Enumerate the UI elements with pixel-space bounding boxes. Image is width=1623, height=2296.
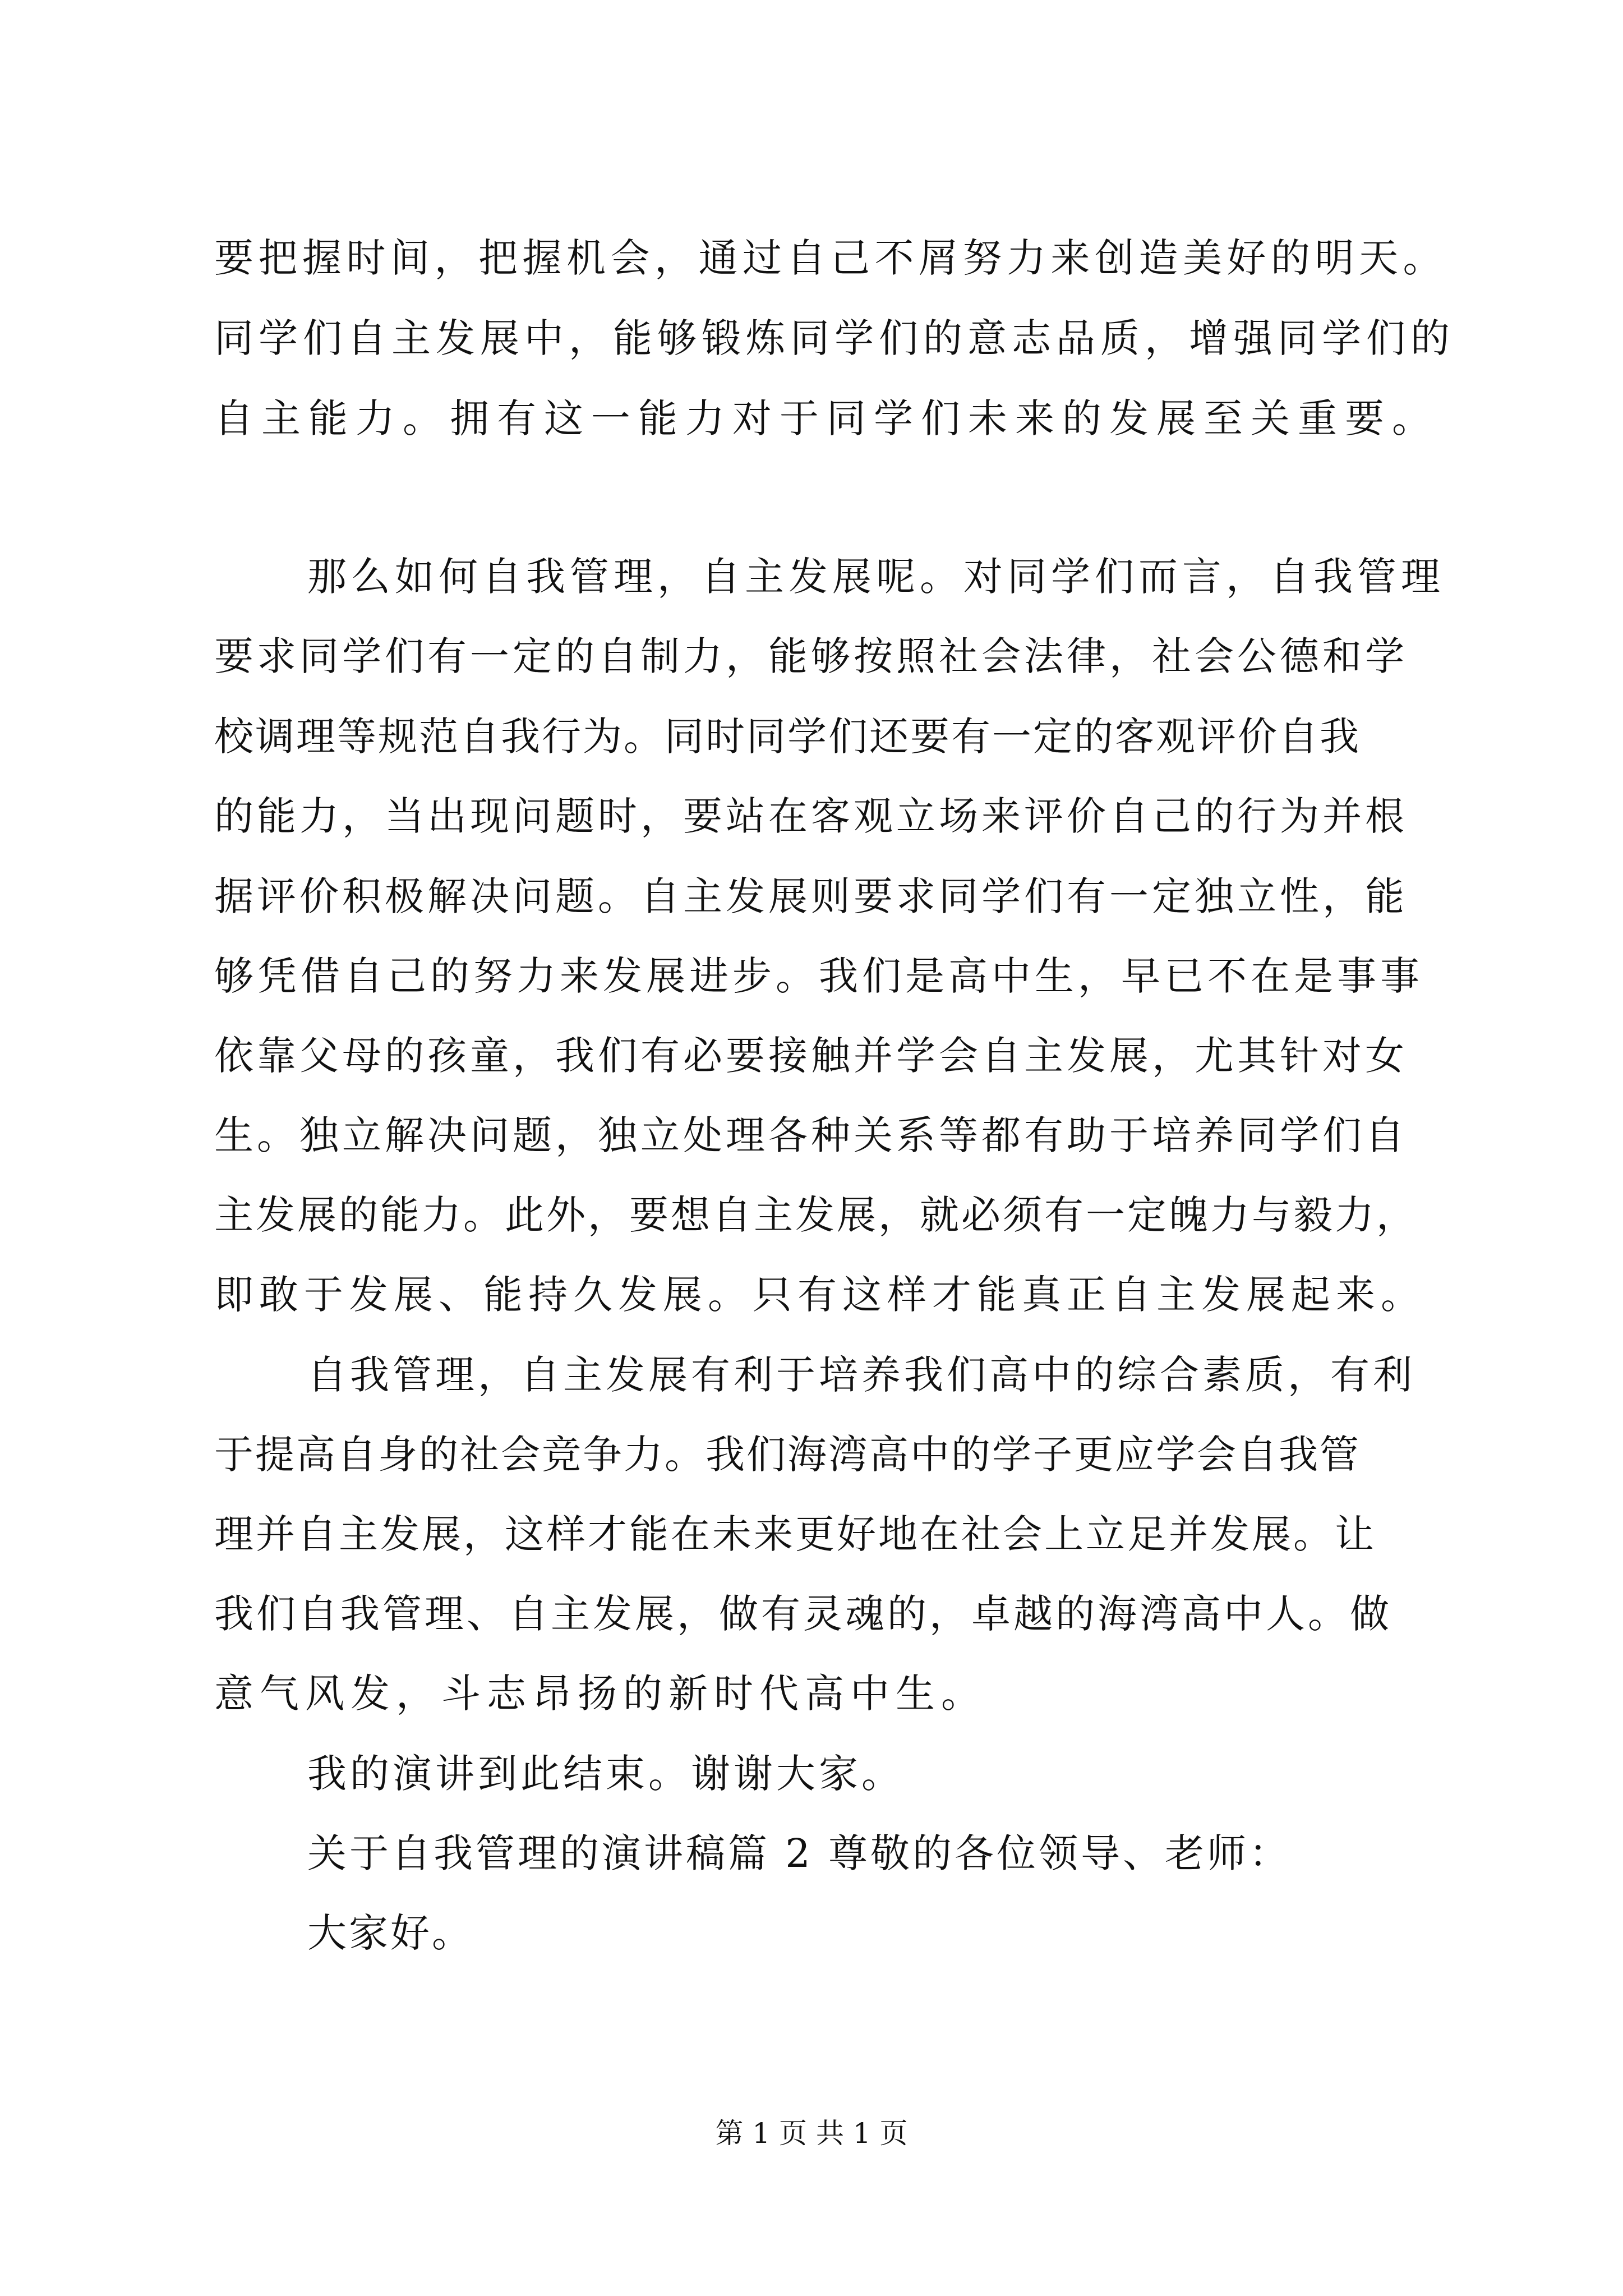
text-line: 同学们自主发展中，能够锻炼同学们的意志品质，增强同学们的 xyxy=(214,315,1455,361)
page-number-footer: 第 1 页 共 1 页 xyxy=(715,2117,908,2150)
closing-line: 我的演讲到此结束。谢谢大家。 xyxy=(307,1751,904,1797)
text-line: 即敢于发展、能持久发展。只有这样才能真正自主发展起来。 xyxy=(214,1272,1426,1318)
text-line: 主发展的能力。此外，要想自主发展，就必须有一定魄力与毅力， xyxy=(214,1192,1418,1238)
text-line: 生。独立解决问题，独立处理各种关系等都有助于培养同学们自 xyxy=(214,1112,1408,1158)
text-line: 要求同学们有一定的自制力，能够按照社会法律，社会公德和学 xyxy=(214,633,1408,679)
section-heading-line: 关于自我管理的演讲稿篇 2 尊敬的各位领导、老师： xyxy=(307,1830,1292,1876)
text-line: 据评价积极解决问题。自主发展则要求同学们有一定独立性，能 xyxy=(214,873,1408,919)
text-line: 于提高自身的社会竞争力。我们海湾高中的学子更应学会自我管 xyxy=(214,1432,1361,1478)
text-line: 要把握时间，把握机会，通过自己不屑努力来创造美好的明天。 xyxy=(214,235,1447,281)
text-line: 的能力，当出现问题时，要站在客观立场来评价自己的行为并根 xyxy=(214,793,1408,839)
text-line: 自主能力。拥有这一能力对于同学们未来的发展至关重要。 xyxy=(214,395,1439,441)
text-line: 我们自我管理、自主发展，做有灵魂的，卓越的海湾高中人。做 xyxy=(214,1591,1392,1637)
text-line: 意气风发，斗志昂扬的新时代高中生。 xyxy=(214,1671,986,1717)
text-line: 依靠父母的孩童，我们有必要接触并学会自主发展，尤其针对女 xyxy=(214,1033,1408,1079)
greeting-line: 大家好。 xyxy=(307,1910,473,1956)
text-line: 校调理等规范自我行为。同时同学们还要有一定的客观评价自我 xyxy=(214,714,1361,760)
text-line: 理并自主发展，这样才能在未来更好地在社会上立足并发展。让 xyxy=(214,1511,1376,1557)
paragraph-start-line: 自我管理，自主发展有利于培养我们高中的综合素质，有利 xyxy=(307,1352,1415,1398)
text-line: 够凭借自己的努力来发展进步。我们是高中生，早已不在是事事 xyxy=(214,953,1423,999)
paragraph-start-line: 那么如何自我管理，自主发展呢。对同学们而言，自我管理 xyxy=(307,554,1445,600)
